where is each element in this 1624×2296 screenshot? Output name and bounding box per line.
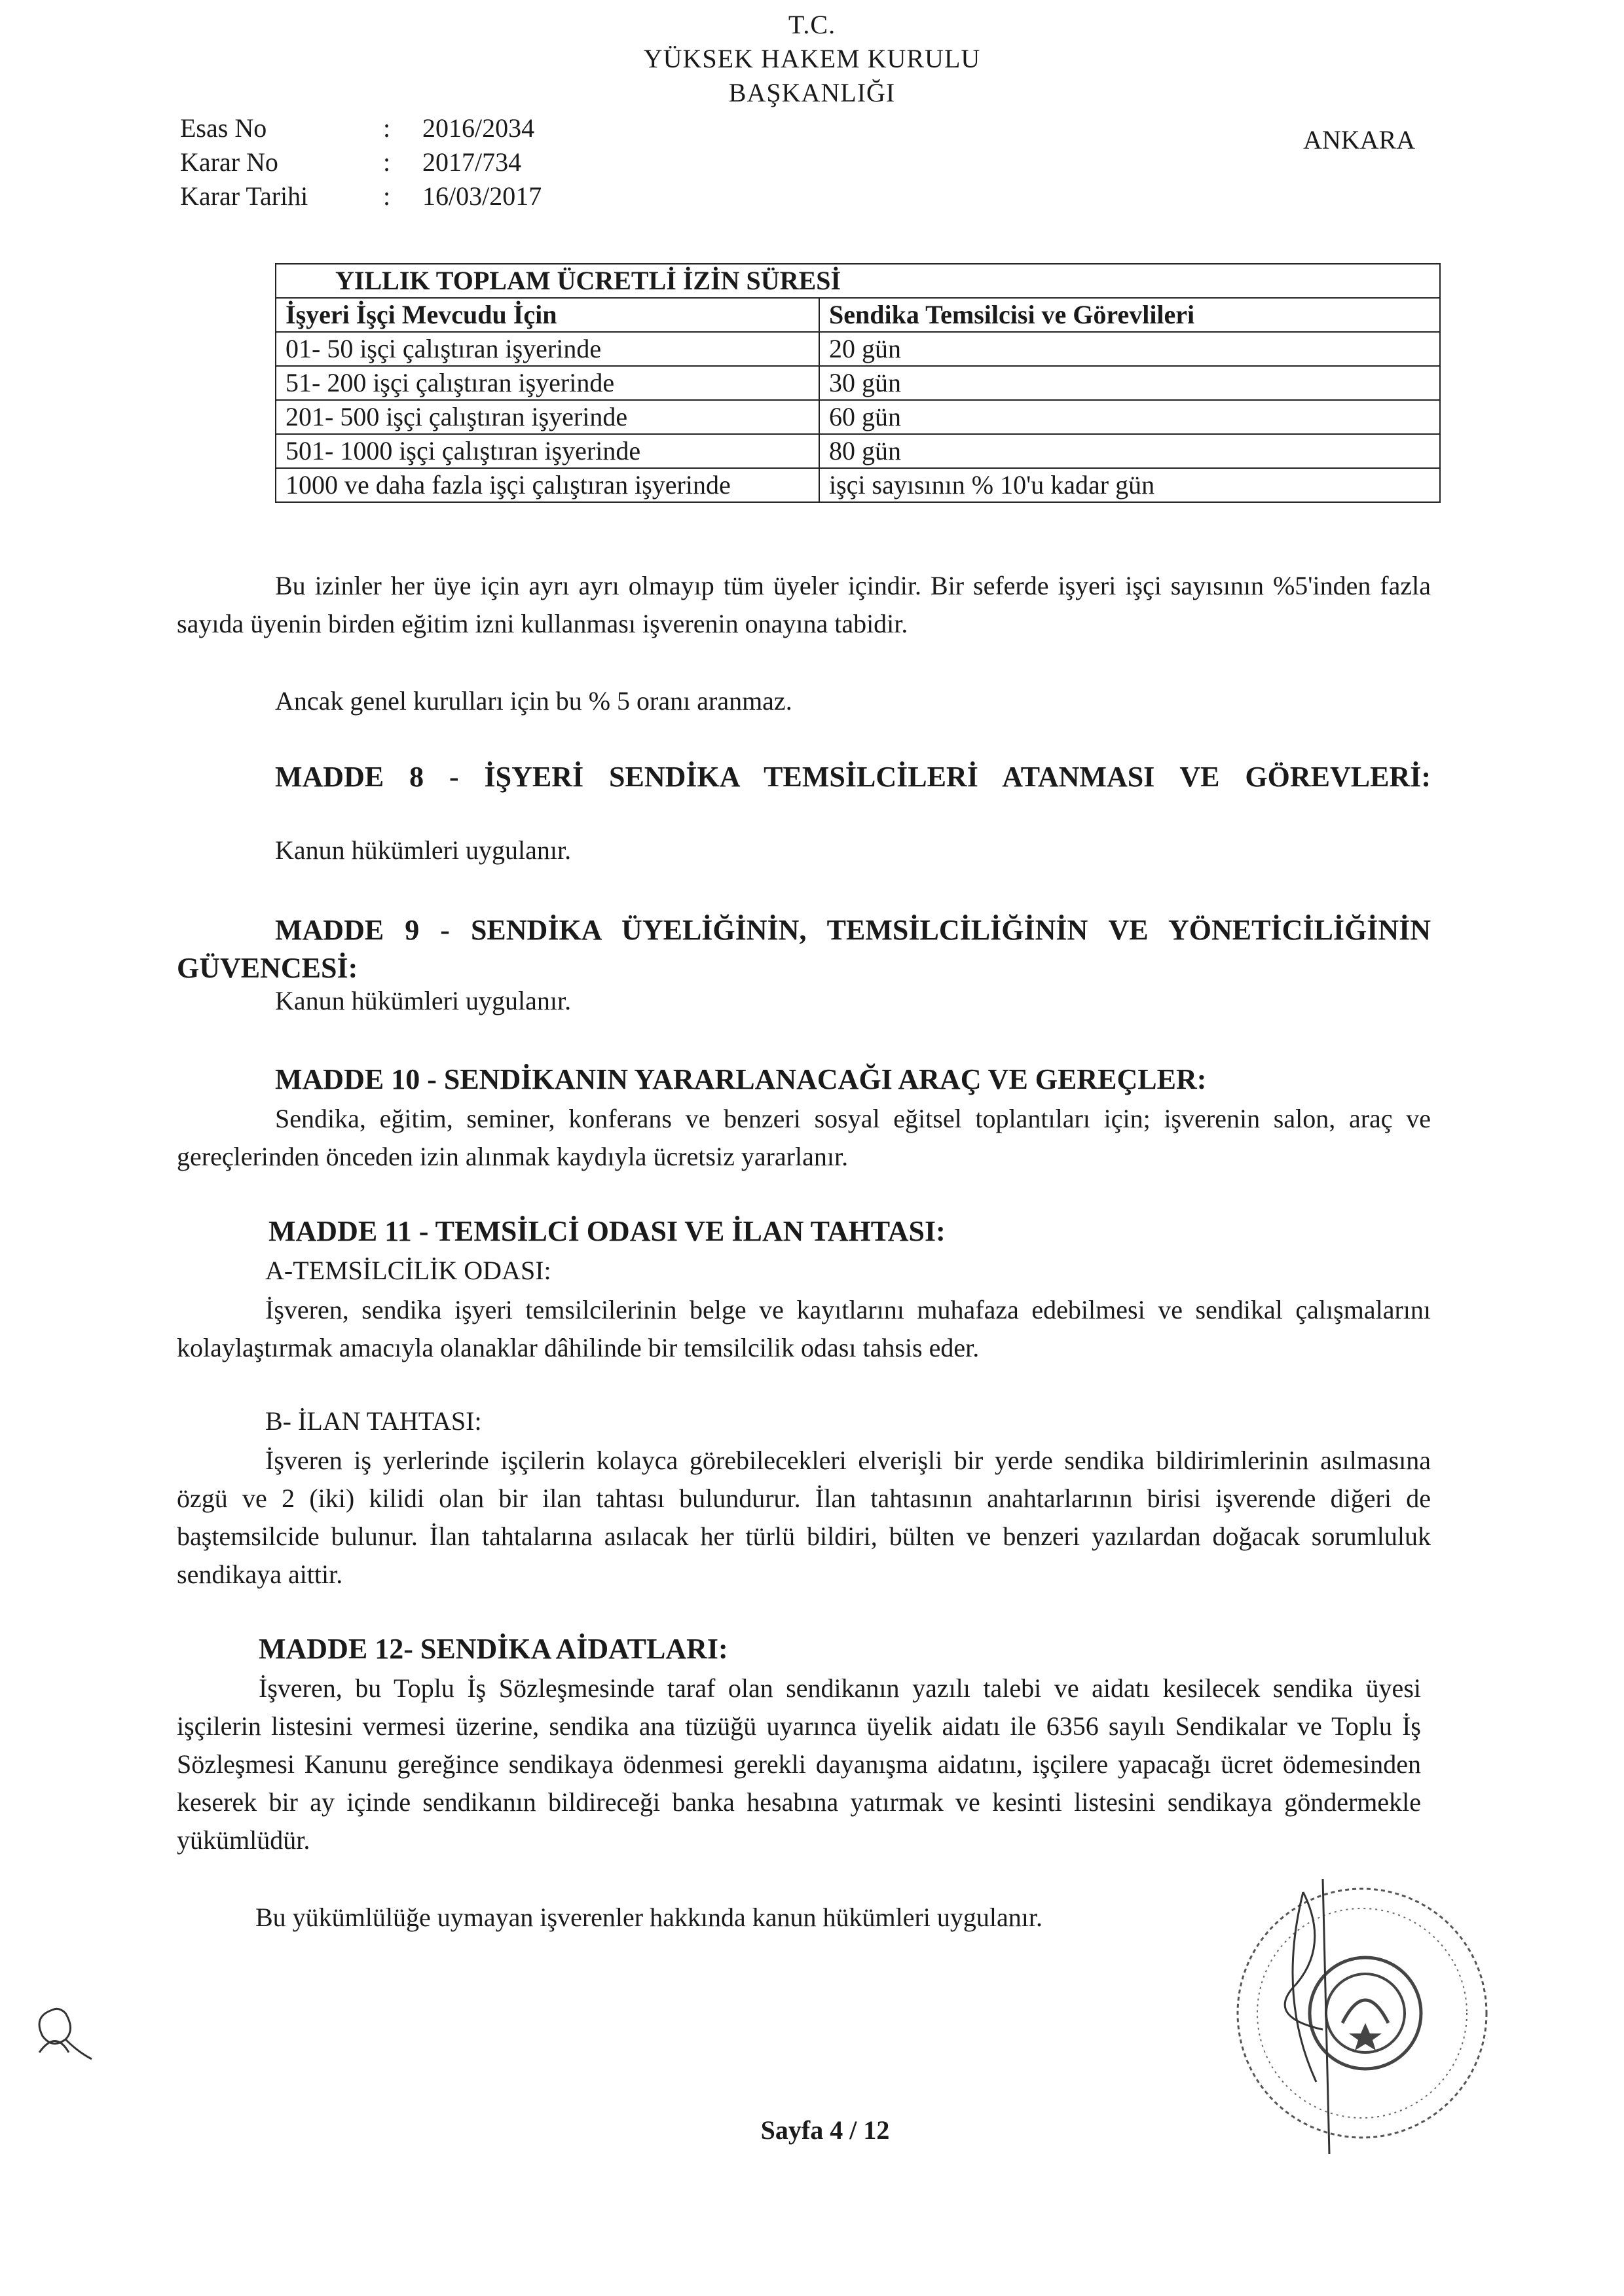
madde-8-title: [177, 758, 1431, 796]
meta-sep: :: [383, 181, 391, 211]
table-row: [276, 332, 1440, 366]
madde-title-text: MADDE 8 - İŞYERİ SENDİKA TEMSİLCİLERİ ATANMASI VE GÖREVLERİ:: [275, 761, 1431, 793]
table-title-row: [276, 264, 1440, 298]
header-tc: T.C.: [788, 10, 836, 39]
paragraph-text: İşveren, bu Toplu İş Sözleşmesinde taraf olan sendikanın yazılı talebi ve aidatı kesilecek sendika üyesi işçilerin listesini vermesi üzerine, sendika ana tüzüğü uyarınca üyelik aidatı ile 6356 sayılı Sendikalar ve Toplu İş Sözleşmesi Kanunu gereğince sendikaya ödenmesi gerekli dayanışma aidatını, işçilere yapacağı ücret ödemesinden keserek bir ay içinde sendikanın bildireceği banka hesabına yatırmak ve kesinti listesini sendikaya göndermekle yükümlüdür.: [177, 1673, 1421, 1855]
madde-11-title: [268, 1212, 1421, 1250]
madde-11-b-title: [265, 1402, 1378, 1440]
madde-11-a-title: [265, 1252, 1378, 1290]
table-row: [276, 468, 1440, 502]
meta-label: Karar No: [180, 147, 278, 177]
meta-value: 2016/2034: [422, 113, 535, 143]
madde-title-text: MADDE 12- SENDİKA AİDATLARI:: [259, 1633, 728, 1665]
madde-11-b-body: [177, 1442, 1431, 1594]
meta-karar-row: [180, 147, 542, 181]
handwritten-mark: [26, 1990, 105, 2069]
madde-12-body: [177, 1669, 1421, 1859]
paragraph-text: Bu izinler her üye için ayrı ayrı olmayıp tüm üyeler içindir. Bir seferde işyeri işçi sayısının %5'inden fazla sayıda üyenin birden eğitim izni kullanması işverenin onayına tabidir.: [177, 571, 1431, 638]
page-number: Sayfa 4 / 12: [760, 2115, 890, 2145]
table-col1-header: İşyeri İşçi Mevcudu İçin: [276, 298, 819, 332]
meta-esas-row: [180, 113, 542, 147]
meta-sep: :: [383, 113, 391, 143]
table-cell: 201- 500 işçi çalıştıran işyerinde: [276, 400, 819, 434]
table-cell: 80 gün: [819, 434, 1440, 468]
leave-table: [275, 263, 1441, 503]
madde-10-title: [275, 1061, 1428, 1099]
table-cell: 1000 ve daha fazla işçi çalıştıran işyerinde: [276, 468, 819, 502]
meta-tarih-row: [180, 181, 542, 215]
madde-12-last: [255, 1899, 1303, 1937]
paragraph-text: İşveren iş yerlerinde işçilerin kolayca görebilecekleri elverişli bir yerde sendika bildirimlerinin asılmasına özgü ve 2 (iki) kilidi olan bir ilan tahtası bulundurur. İlan tahtasının anahtarlarının birisi işverende diğeri de baştemsilcide bulunur. İlan tahtalarına asılacak her türlü bildiri, bülten ve benzeri yazılardan doğacak sorumluluk sendikaya aittir.: [177, 1446, 1431, 1589]
paragraph-text: A-TEMSİLCİLİK ODASI:: [265, 1256, 551, 1285]
madde-9-body: [177, 982, 1431, 1020]
paragraph-text: B- İLAN TAHTASI:: [265, 1406, 482, 1436]
table-col2-header: Sendika Temsilcisi ve Görevlileri: [819, 298, 1440, 332]
table-title: YILLIK TOPLAM ÜCRETLİ İZİN SÜRESİ: [276, 264, 1440, 298]
meta-value: 2017/734: [422, 147, 522, 177]
paragraph-text: Kanun hükümleri uygulanır.: [275, 986, 572, 1015]
table-cell: 20 gün: [819, 332, 1440, 366]
meta-sep: :: [383, 147, 391, 177]
table-header-row: [276, 298, 1440, 332]
table-cell: 01- 50 işçi çalıştıran işyerinde: [276, 332, 819, 366]
paragraph-text: Ancak genel kurulları için bu % 5 oranı aranmaz.: [275, 686, 792, 716]
paragraph-text: Bu yükümlülüğe uymayan işverenler hakkında kanun hükümleri uygulanır.: [255, 1903, 1043, 1932]
meta-label: Esas No: [180, 113, 267, 143]
madde-8-body: [177, 831, 1431, 869]
official-seal-stamp: [1225, 1866, 1500, 2167]
table-cell: 501- 1000 işçi çalıştıran işyerinde: [276, 434, 819, 468]
table-cell: 30 gün: [819, 366, 1440, 400]
madde-12-title: [259, 1630, 1411, 1668]
paragraph-genel-kurul: [177, 682, 1431, 720]
table-cell: 60 gün: [819, 400, 1440, 434]
table-row: [276, 366, 1440, 400]
paragraph-text: İşveren, sendika işyeri temsilcilerinin belge ve kayıtlarını muhafaza edebilmesi ve sendikal çalışmalarını kolaylaştırmak amacıyla olanaklar dâhilinde bir temsilcilik odası tahsis eder.: [177, 1295, 1431, 1362]
madde-11-a-body: [177, 1291, 1431, 1367]
paragraph-izinler: [177, 567, 1431, 643]
paragraph-text: Sendika, eğitim, seminer, konferans ve benzeri sosyal eğitsel toplantıları için; işverenin salon, araç ve gereçlerinden önceden izin alınmak kaydıyla ücretsiz yararlanır.: [177, 1104, 1431, 1171]
table-cell: 51- 200 işçi çalıştıran işyerinde: [276, 366, 819, 400]
meta-label: Karar Tarihi: [180, 181, 308, 211]
paragraph-text: Kanun hükümleri uygulanır.: [275, 835, 572, 865]
madde-10-body: [177, 1100, 1431, 1176]
header-city: ANKARA: [1303, 125, 1416, 155]
header-institution: YÜKSEK HAKEM KURULU: [643, 44, 981, 73]
madde-9-title: [177, 911, 1431, 987]
header-office: BAŞKANLIĞI: [728, 78, 896, 107]
madde-title-text: MADDE 11 - TEMSİLCİ ODASI VE İLAN TAHTASI:: [268, 1215, 946, 1247]
case-meta: [180, 113, 542, 215]
meta-value: 16/03/2017: [422, 181, 542, 211]
table-row: [276, 434, 1440, 468]
madde-title-text: MADDE 9 - SENDİKA ÜYELİĞİNİN, TEMSİLCİLİĞİNİN VE YÖNETİCİLİĞİNİN GÜVENCESİ:: [177, 914, 1431, 984]
table-cell: işçi sayısının % 10'u kadar gün: [819, 468, 1440, 502]
table-row: [276, 400, 1440, 434]
madde-title-text: MADDE 10 - SENDİKANIN YARARLANACAĞI ARAÇ VE GEREÇLER:: [275, 1063, 1207, 1095]
